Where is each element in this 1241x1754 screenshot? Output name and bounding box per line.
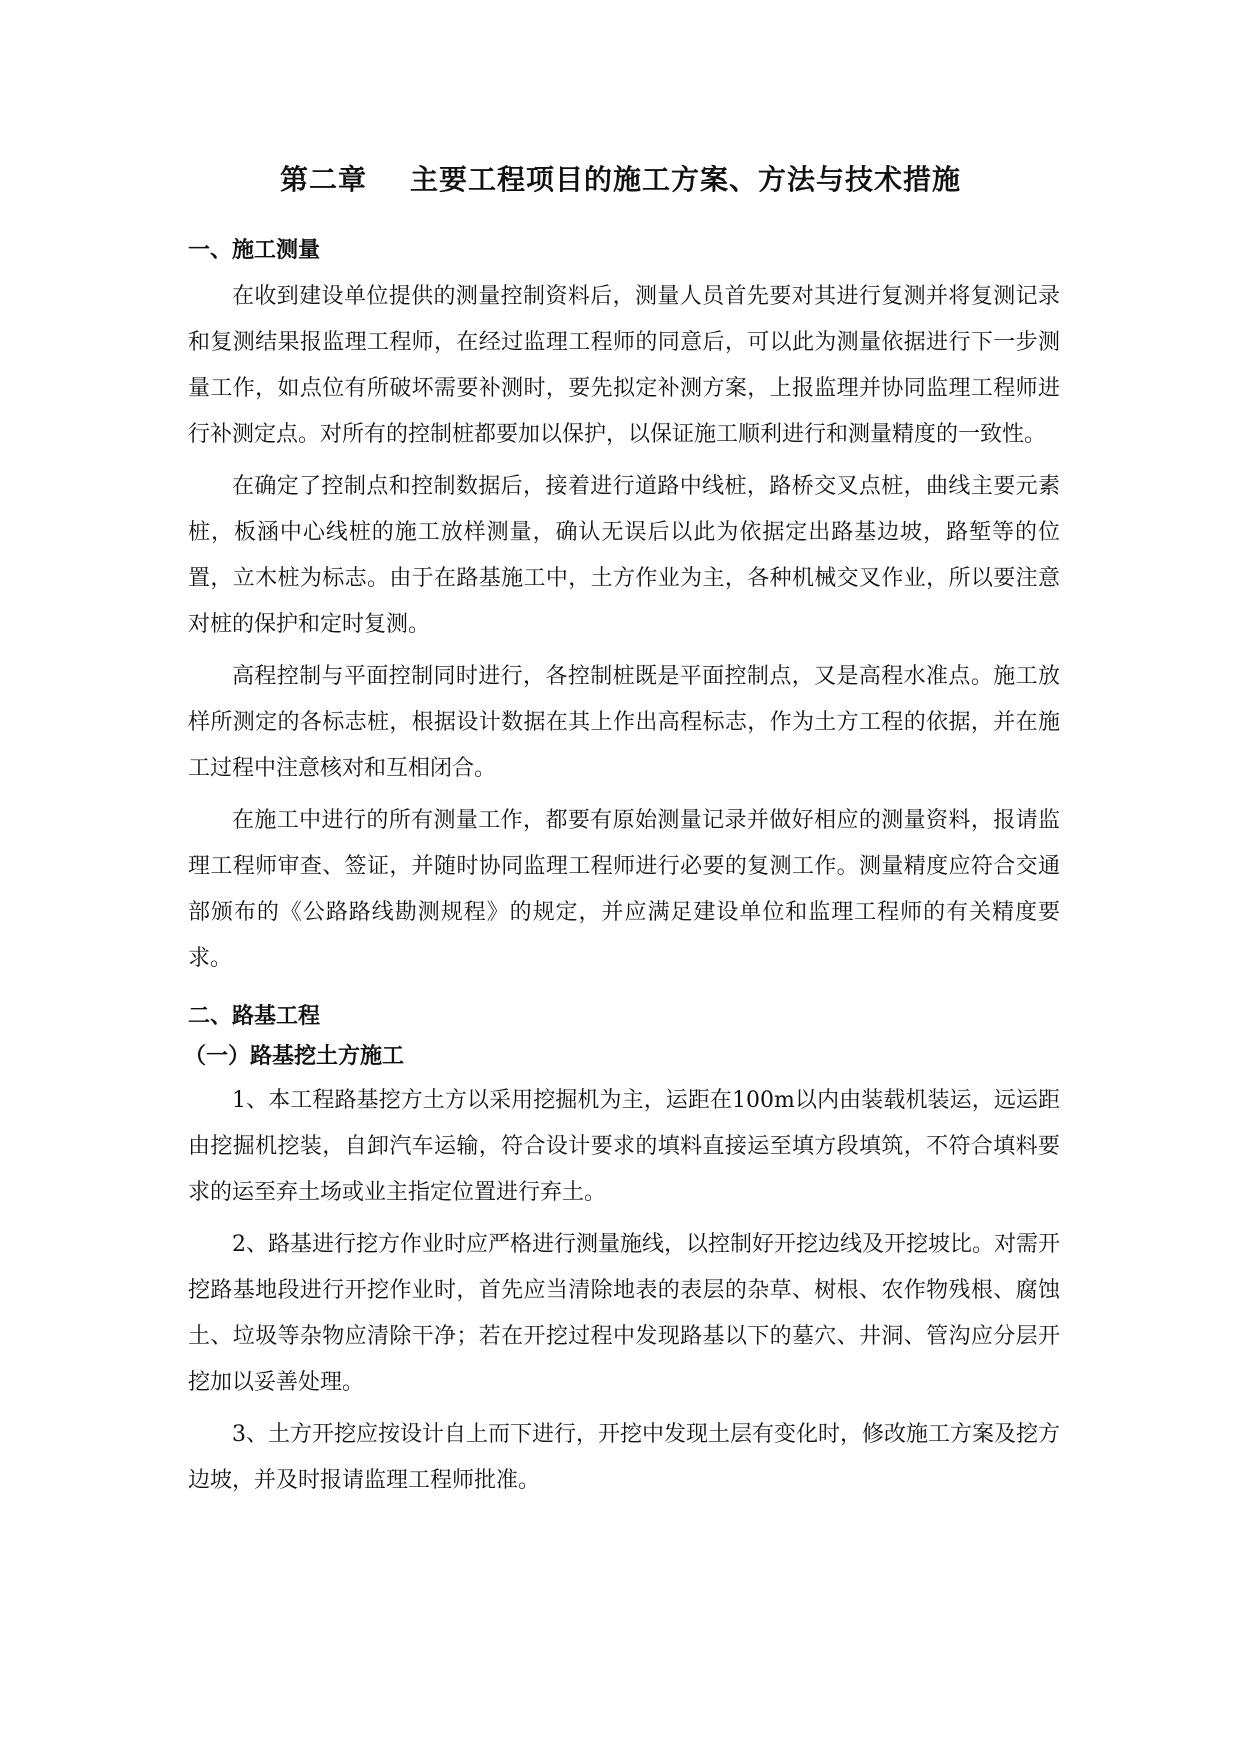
paragraph: 在收到建设单位提供的测量控制资料后，测量人员首先要对其进行复测并将复测记录和复测结果报监理工程师，在经过监理工程师的同意后，可以此为测量依据进行下一步测量工作，如点位有所破坏需要补测时，要先拟定补测方案，上报监理并协同监理工程师进行补测定点。对所有的控制桩都要加以保护，以保证施工顺利进行和测量精度的一致性。 (188, 284, 1060, 447)
paragraph: 1、本工程路基挖方土方以采用挖掘机为主，运距在100m以内由装载机装运，远运距由挖掘机挖装，自卸汽车运输，符合设计要求的填料直接运至填方段填筑，不符合填料要求的运至弃土场或业主指定位置进行弃土。 (188, 1088, 1060, 1205)
section-survey (188, 234, 1060, 982)
paragraph: 2、路基进行挖方作业时应严格进行测量施线，以控制好开挖边线及开挖坡比。对需开挖路基地段进行开挖作业时，首先应当清除地表的表层的杂草、树根、农作物残根、腐蚀土、垃圾等杂物应清除干净；若在开挖过程中发现路基以下的墓穴、井洞、管沟应分层开挖加以妥善处理。 (188, 1232, 1060, 1395)
chapter-title: 第二章 主要工程项目的施工方案、方法与技术措施 (280, 163, 961, 196)
section-heading: 一、施工测量 (188, 238, 321, 263)
document-body (184, 234, 1060, 1510)
paragraph: 在施工中进行的所有测量工作，都要有原始测量记录并做好相应的测量资料，报请监理工程师审查、签证，并随时协同监理工程师进行必要的复测工作。测量精度应符合交通部颁布的《公路路线勘测规程》的规定，并应满足建设单位和监理工程师的有关精度要求。 (188, 808, 1060, 971)
subsection-heading: （一）路基挖土方施工 (184, 1044, 405, 1069)
section-heading: 二、路基工程 (188, 1004, 321, 1029)
paragraph: 在确定了控制点和控制数据后，接着进行道路中线桩，路桥交叉点桩，曲线主要元素桩，板涵中心线桩的施工放样测量，确认无误后以此为依据定出路基边坡，路堑等的位置，立木桩为标志。由于在路基施工中，土方作业为主，各种机械交叉作业，所以要注意对桩的保护和定时复测。 (188, 474, 1060, 637)
paragraph: 3、土方开挖应按设计自上而下进行，开挖中发现土层有变化时，修改施工方案及挖方边坡，并及时报请监理工程师批准。 (188, 1422, 1060, 1493)
paragraph: 高程控制与平面控制同时进行，各控制桩既是平面控制点，又是高程水准点。施工放样所测定的各标志桩，根据设计数据在其上作出高程标志，作为土方工程的依据，并在施工过程中注意核对和互相闭合。 (188, 664, 1060, 781)
section-subgrade (184, 1000, 1060, 1504)
